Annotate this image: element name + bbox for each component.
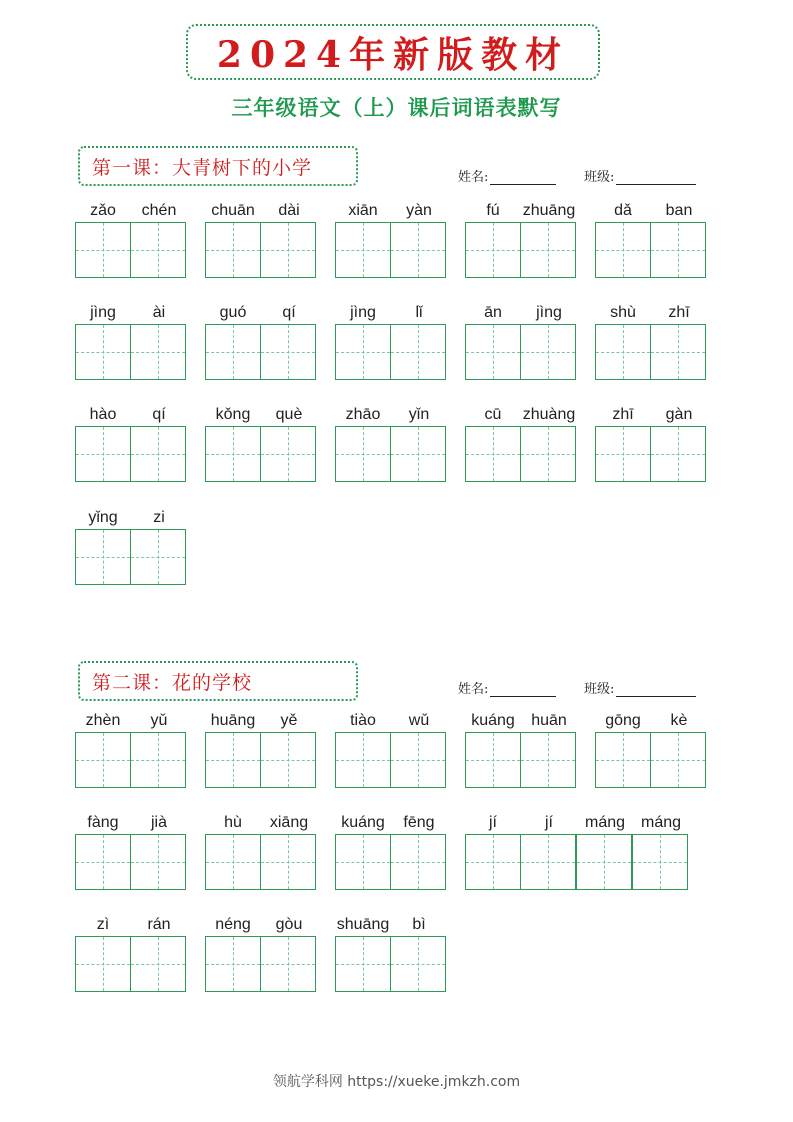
tian-zi-box[interactable] [75, 936, 131, 992]
character-cell [391, 302, 447, 380]
pinyin-label: zhī [668, 304, 690, 321]
tian-zi-box[interactable] [335, 732, 391, 788]
tian-zi-box[interactable] [260, 834, 316, 890]
character-cell [75, 812, 131, 890]
tian-zi-box[interactable] [595, 324, 651, 380]
vocab-word-grid [465, 812, 689, 890]
pinyin-label: jìng [90, 304, 116, 321]
tian-zi-box[interactable] [260, 426, 316, 482]
character-cell [651, 302, 707, 380]
class-label: 班级: [584, 682, 615, 697]
character-cell [261, 710, 317, 788]
name-field[interactable] [458, 166, 556, 185]
tian-zi-box[interactable] [205, 732, 261, 788]
character-cell [521, 404, 577, 482]
pinyin-label: lǐ [415, 304, 423, 321]
character-cell [335, 404, 391, 482]
character-cell [205, 914, 261, 992]
pinyin-label: wǔ [408, 712, 430, 729]
character-cell [75, 914, 131, 992]
name-label: 姓名: [458, 682, 489, 697]
character-cell [465, 812, 521, 890]
name-label: 姓名: [458, 170, 489, 185]
tian-zi-box[interactable] [650, 732, 706, 788]
character-cell [261, 404, 317, 482]
tian-zi-box[interactable] [390, 936, 446, 992]
vocab-word-grid [205, 302, 317, 380]
character-cell [651, 710, 707, 788]
tian-zi-box[interactable] [390, 834, 446, 890]
pinyin-label: zhèn [85, 712, 121, 729]
tian-zi-box[interactable] [465, 222, 521, 278]
pinyin-label: fàng [87, 814, 119, 831]
pinyin-label: kuáng [341, 814, 385, 831]
pinyin-label: néng [215, 916, 251, 933]
tian-zi-box[interactable] [520, 324, 576, 380]
vocab-word-grid [335, 200, 447, 278]
character-cell [75, 200, 131, 278]
pinyin-label: fēng [403, 814, 435, 831]
vocab-word-grid [75, 200, 187, 278]
character-cell [465, 404, 521, 482]
pinyin-label: hù [224, 814, 242, 831]
tian-zi-box[interactable] [75, 426, 131, 482]
vocab-word-grid [595, 404, 707, 482]
character-cell [261, 200, 317, 278]
vocab-word-grid [335, 914, 447, 992]
vocab-word-grid [335, 710, 447, 788]
tian-zi-box[interactable] [465, 324, 521, 380]
class-line[interactable] [616, 682, 696, 697]
pinyin-label: máng [640, 814, 682, 831]
pinyin-label: kè [670, 712, 688, 729]
character-cell [75, 302, 131, 380]
vocab-word-grid [465, 200, 577, 278]
tian-zi-box[interactable] [595, 222, 651, 278]
character-cell [465, 200, 521, 278]
vocab-word-grid [75, 914, 187, 992]
class-label: 班级: [584, 170, 615, 185]
tian-zi-box[interactable] [335, 426, 391, 482]
pinyin-label: yǐn [408, 406, 430, 423]
tian-zi-box[interactable] [335, 222, 391, 278]
tian-zi-box[interactable] [650, 222, 706, 278]
name-line[interactable] [490, 170, 556, 185]
vocab-word-grid [75, 812, 187, 890]
character-cell [391, 812, 447, 890]
tian-zi-box[interactable] [335, 936, 391, 992]
tian-zi-box[interactable] [130, 732, 186, 788]
character-cell [521, 710, 577, 788]
name-field[interactable] [458, 678, 556, 697]
pinyin-label: huāng [210, 712, 256, 729]
lesson-title: 第二课：花的学校 [92, 671, 253, 694]
pinyin-label: ài [152, 304, 166, 321]
lesson-title-box [78, 661, 358, 701]
tian-zi-box[interactable] [75, 834, 131, 890]
pinyin-label: shù [610, 304, 636, 321]
vocab-word-grid [75, 302, 187, 380]
pinyin-label: fú [486, 202, 500, 219]
pinyin-label: chuān [211, 202, 255, 219]
pinyin-label: zhāo [345, 406, 381, 423]
pinyin-label: xiāng [269, 814, 309, 831]
pinyin-label: jí [489, 814, 497, 831]
tian-zi-box[interactable] [205, 834, 261, 890]
vocab-word-grid [75, 507, 187, 585]
character-cell [595, 302, 651, 380]
character-cell [391, 200, 447, 278]
character-cell [595, 200, 651, 278]
character-cell [521, 302, 577, 380]
pinyin-label: tiào [350, 712, 376, 729]
character-cell [131, 404, 187, 482]
pinyin-label: yǔ [150, 712, 168, 729]
character-cell [335, 812, 391, 890]
tian-zi-box[interactable] [465, 834, 521, 890]
character-cell [335, 710, 391, 788]
vocab-word-grid [595, 302, 707, 380]
pinyin-label: kǒng [215, 406, 251, 423]
character-cell [521, 200, 577, 278]
vocab-word-grid [335, 404, 447, 482]
character-cell [391, 404, 447, 482]
character-cell [205, 812, 261, 890]
tian-zi-box[interactable] [75, 222, 131, 278]
pinyin-label: ban [665, 202, 693, 219]
pinyin-label: zhuàng [522, 406, 576, 423]
tian-zi-box[interactable] [260, 936, 316, 992]
character-cell [75, 507, 131, 585]
pinyin-label: rán [147, 916, 171, 933]
pinyin-label: zì [96, 916, 110, 933]
character-cell [131, 812, 187, 890]
pinyin-label: zi [153, 509, 165, 526]
class-field[interactable] [584, 678, 696, 697]
pinyin-label: jìng [350, 304, 376, 321]
pinyin-label: què [275, 406, 303, 423]
character-cell [131, 200, 187, 278]
character-cell [205, 710, 261, 788]
title-box [186, 24, 600, 80]
page-title: 2024年新版教材 [216, 33, 570, 76]
lesson-title-box [78, 146, 358, 186]
tian-zi-box[interactable] [205, 936, 261, 992]
character-cell [521, 812, 577, 890]
pinyin-label: cū [484, 406, 502, 423]
character-cell [651, 200, 707, 278]
tian-zi-box[interactable] [520, 426, 576, 482]
tian-zi-box[interactable] [520, 222, 576, 278]
tian-zi-box[interactable] [465, 732, 521, 788]
character-cell [651, 404, 707, 482]
character-cell [261, 812, 317, 890]
tian-zi-box[interactable] [130, 936, 186, 992]
pinyin-label: ān [484, 304, 502, 321]
tian-zi-box[interactable] [465, 426, 521, 482]
class-field[interactable] [584, 166, 696, 185]
tian-zi-box[interactable] [650, 324, 706, 380]
pinyin-label: máng [584, 814, 626, 831]
character-cell [633, 812, 689, 890]
tian-zi-box[interactable] [205, 324, 261, 380]
character-cell [391, 914, 447, 992]
pinyin-label: zǎo [90, 202, 116, 219]
vocab-word-grid [335, 812, 447, 890]
tian-zi-box[interactable] [595, 732, 651, 788]
pinyin-label: chén [141, 202, 177, 219]
tian-zi-box[interactable] [260, 222, 316, 278]
pinyin-label: guó [219, 304, 247, 321]
character-cell [335, 302, 391, 380]
tian-zi-box[interactable] [335, 324, 391, 380]
tian-zi-box[interactable] [130, 834, 186, 890]
character-cell [75, 404, 131, 482]
vocab-word-grid [205, 200, 317, 278]
pinyin-label: shuāng [336, 916, 390, 933]
pinyin-label: jìng [536, 304, 562, 321]
character-cell [335, 200, 391, 278]
pinyin-label: gōng [605, 712, 641, 729]
character-cell [577, 812, 633, 890]
pinyin-label: yǐng [88, 509, 118, 526]
vocab-word-grid [205, 914, 317, 992]
tian-zi-box[interactable] [260, 324, 316, 380]
page-subtitle: 三年级语文（上）课后词语表默写 [231, 96, 562, 120]
tian-zi-box[interactable] [595, 426, 651, 482]
character-cell [131, 302, 187, 380]
tian-zi-box[interactable] [130, 426, 186, 482]
character-cell [205, 200, 261, 278]
tian-zi-box[interactable] [130, 324, 186, 380]
tian-zi-box[interactable] [390, 324, 446, 380]
pinyin-label: bì [412, 916, 426, 933]
vocab-word-grid [205, 710, 317, 788]
pinyin-label: jí [545, 814, 553, 831]
pinyin-label: kuáng [471, 712, 515, 729]
pinyin-label: gàn [665, 406, 693, 423]
character-cell [75, 710, 131, 788]
vocab-word-grid [465, 302, 577, 380]
pinyin-label: huān [531, 712, 567, 729]
character-cell [391, 710, 447, 788]
pinyin-label: gòu [275, 916, 303, 933]
tian-zi-box[interactable] [650, 426, 706, 482]
character-cell [465, 710, 521, 788]
tian-zi-box[interactable] [75, 732, 131, 788]
pinyin-label: dài [278, 202, 300, 219]
vocab-word-grid [595, 710, 707, 788]
vocab-word-grid [465, 404, 577, 482]
tian-zi-box[interactable] [75, 324, 131, 380]
character-cell [131, 507, 187, 585]
lesson-title: 第一课：大青树下的小学 [92, 156, 313, 179]
character-cell [261, 914, 317, 992]
vocab-word-grid [75, 404, 187, 482]
pinyin-label: jià [150, 814, 167, 831]
tian-zi-box[interactable] [390, 732, 446, 788]
pinyin-label: xiān [348, 202, 378, 219]
class-line[interactable] [616, 170, 696, 185]
name-line[interactable] [490, 682, 556, 697]
character-cell [131, 710, 187, 788]
pinyin-label: hào [89, 406, 117, 423]
character-cell [205, 404, 261, 482]
pinyin-label: yě [280, 712, 298, 729]
tian-zi-box[interactable] [576, 834, 632, 890]
vocab-word-grid [205, 404, 317, 482]
tian-zi-box[interactable] [520, 834, 576, 890]
tian-zi-box[interactable] [335, 834, 391, 890]
vocab-word-grid [595, 200, 707, 278]
tian-zi-box[interactable] [130, 529, 186, 585]
pinyin-label: qí [282, 304, 296, 321]
vocab-word-grid [335, 302, 447, 380]
footer-source: 领航学科网 https://xueke.jmkzh.com [272, 1074, 521, 1090]
pinyin-label: yàn [406, 202, 432, 219]
character-cell [261, 302, 317, 380]
vocab-word-grid [205, 812, 317, 890]
vocab-word-grid [75, 710, 187, 788]
tian-zi-box[interactable] [130, 222, 186, 278]
character-cell [465, 302, 521, 380]
pinyin-label: qí [152, 406, 166, 423]
pinyin-label: zhuāng [522, 202, 576, 219]
tian-zi-box[interactable] [205, 426, 261, 482]
vocab-word-grid [465, 710, 577, 788]
character-cell [335, 914, 391, 992]
pinyin-label: zhī [612, 406, 634, 423]
tian-zi-box[interactable] [205, 222, 261, 278]
tian-zi-box[interactable] [390, 222, 446, 278]
tian-zi-box[interactable] [390, 426, 446, 482]
character-cell [131, 914, 187, 992]
tian-zi-box[interactable] [520, 732, 576, 788]
character-cell [595, 710, 651, 788]
character-cell [595, 404, 651, 482]
character-cell [205, 302, 261, 380]
tian-zi-box[interactable] [260, 732, 316, 788]
tian-zi-box[interactable] [632, 834, 688, 890]
tian-zi-box[interactable] [75, 529, 131, 585]
pinyin-label: dǎ [614, 202, 632, 219]
